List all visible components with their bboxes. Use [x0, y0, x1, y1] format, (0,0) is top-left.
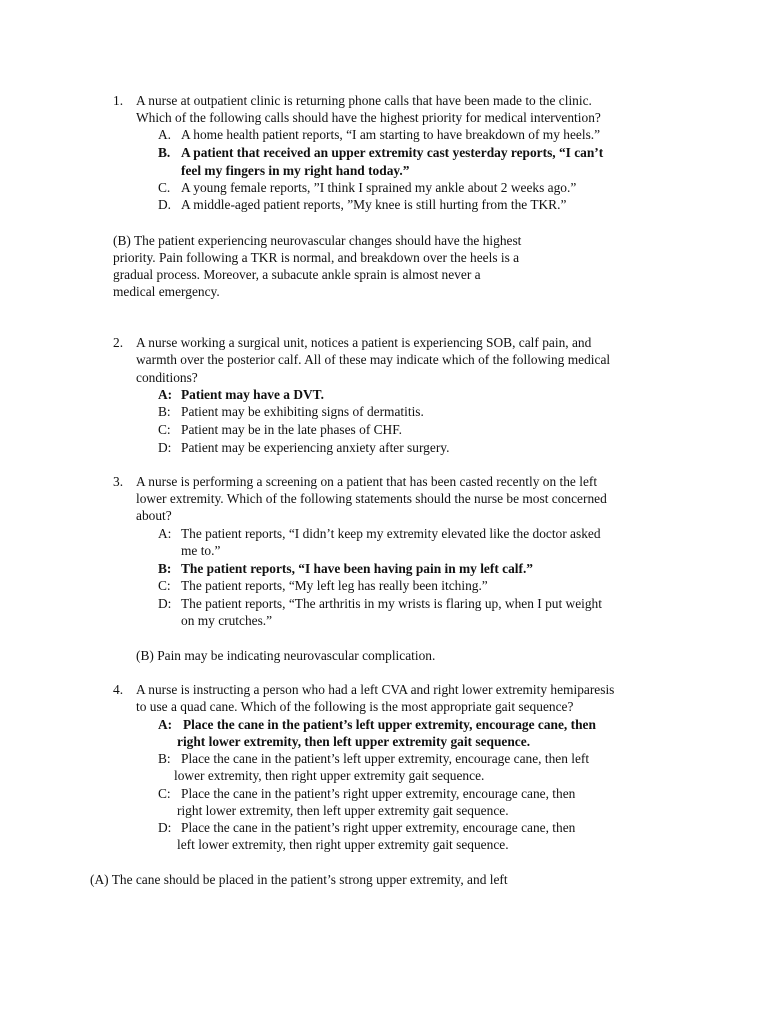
- explanation-line: (B) Pain may be indicating neurovascular complication.: [136, 648, 436, 663]
- question-stem-line: conditions?: [136, 370, 198, 385]
- option-text: lower extremity, then right upper extremity gait sequence.: [174, 768, 485, 783]
- option-letter: D:: [158, 596, 172, 611]
- option-letter: D:: [158, 820, 172, 835]
- explanation-line: gradual process. Moreover, a subacute ankle sprain is almost never a: [113, 267, 481, 282]
- option-letter: A:: [158, 717, 173, 732]
- option-text: A young female reports, ”I think I sprained my ankle about 2 weeks ago.”: [181, 180, 577, 195]
- question-stem-line: lower extremity. Which of the following statements should the nurse be most concerned: [136, 491, 607, 506]
- option-letter: C.: [158, 180, 171, 195]
- option-text: Patient may be experiencing anxiety after surgery.: [181, 440, 450, 455]
- option-text: The patient reports, “My left leg has really been itching.”: [181, 578, 488, 593]
- option-text-correct: right lower extremity, then left upper extremity gait sequence.: [177, 734, 531, 749]
- option-letter: D:: [158, 440, 172, 455]
- option-text-correct: A patient that received an upper extremity cast yesterday reports, “I can’t: [181, 145, 604, 160]
- option-text: A middle-aged patient reports, ”My knee is still hurting from the TKR.”: [181, 197, 567, 212]
- question-stem-line: A nurse working a surgical unit, notices a patient is experiencing SOB, calf pain, and: [136, 335, 592, 350]
- option-letter: C:: [158, 578, 171, 593]
- explanation-line: priority. Pain following a TKR is normal, and breakdown over the heels is a: [113, 250, 520, 265]
- question-stem-line: Which of the following calls should have the highest priority for medical intervention?: [136, 110, 601, 125]
- option-letter: B.: [158, 145, 171, 160]
- question-stem-line: A nurse at outpatient clinic is returning phone calls that have been made to the clinic.: [136, 93, 592, 108]
- question-number: 3.: [113, 474, 124, 489]
- option-text: Patient may be in the late phases of CHF.: [181, 422, 402, 437]
- option-letter: A.: [158, 127, 172, 142]
- option-text: Place the cane in the patient’s left upper extremity, encourage cane, then left: [181, 751, 590, 766]
- option-text: right lower extremity, then left upper extremity gait sequence.: [177, 803, 509, 818]
- option-text: left lower extremity, then right upper extremity gait sequence.: [177, 837, 509, 852]
- option-letter: A:: [158, 526, 172, 541]
- option-letter: B:: [158, 561, 172, 576]
- question-stem-line: warmth over the posterior calf. All of these may indicate which of the following medical: [136, 352, 611, 367]
- option-text: Place the cane in the patient’s right upper extremity, encourage cane, then: [181, 820, 576, 835]
- option-text: The patient reports, “The arthritis in my wrists is flaring up, when I put weight: [181, 596, 602, 611]
- option-letter: A:: [158, 387, 173, 402]
- option-text-correct: feel my fingers in my right hand today.”: [181, 163, 410, 178]
- question-stem-line: A nurse is performing a screening on a patient that has been casted recently on the left: [136, 474, 598, 489]
- question-stem-line: about?: [136, 508, 172, 523]
- option-text: A home health patient reports, “I am starting to have breakdown of my heels.”: [181, 127, 601, 142]
- option-text: Patient may be exhibiting signs of dermatitis.: [181, 404, 424, 419]
- question-stem-line: to use a quad cane. Which of the following is the most appropriate gait sequence?: [136, 699, 574, 714]
- option-letter: C:: [158, 422, 171, 437]
- question-number: 4.: [113, 682, 124, 697]
- option-letter: D.: [158, 197, 172, 212]
- option-text: Place the cane in the patient’s right upper extremity, encourage cane, then: [181, 786, 576, 801]
- option-letter: C:: [158, 786, 171, 801]
- option-text-correct: Place the cane in the patient’s left upper extremity, encourage cane, then: [183, 717, 596, 732]
- option-letter: B:: [158, 751, 171, 766]
- explanation-line: (A) The cane should be placed in the patient’s strong upper extremity, and left: [90, 872, 508, 887]
- explanation-line: medical emergency.: [113, 284, 220, 299]
- explanation-line: (B) The patient experiencing neurovascular changes should have the highest: [113, 233, 522, 248]
- option-text: on my crutches.”: [181, 613, 273, 628]
- option-text: The patient reports, “I didn’t keep my extremity elevated like the doctor asked: [181, 526, 601, 541]
- question-stem-line: A nurse is instructing a person who had a left CVA and right lower extremity hemiparesis: [136, 682, 615, 697]
- option-text-correct: The patient reports, “I have been having pain in my left calf.”: [181, 561, 534, 576]
- option-letter: B:: [158, 404, 171, 419]
- option-text-correct: Patient may have a DVT.: [181, 387, 324, 402]
- option-text: me to.”: [181, 543, 221, 558]
- question-number: 1.: [113, 93, 124, 108]
- question-number: 2.: [113, 335, 124, 350]
